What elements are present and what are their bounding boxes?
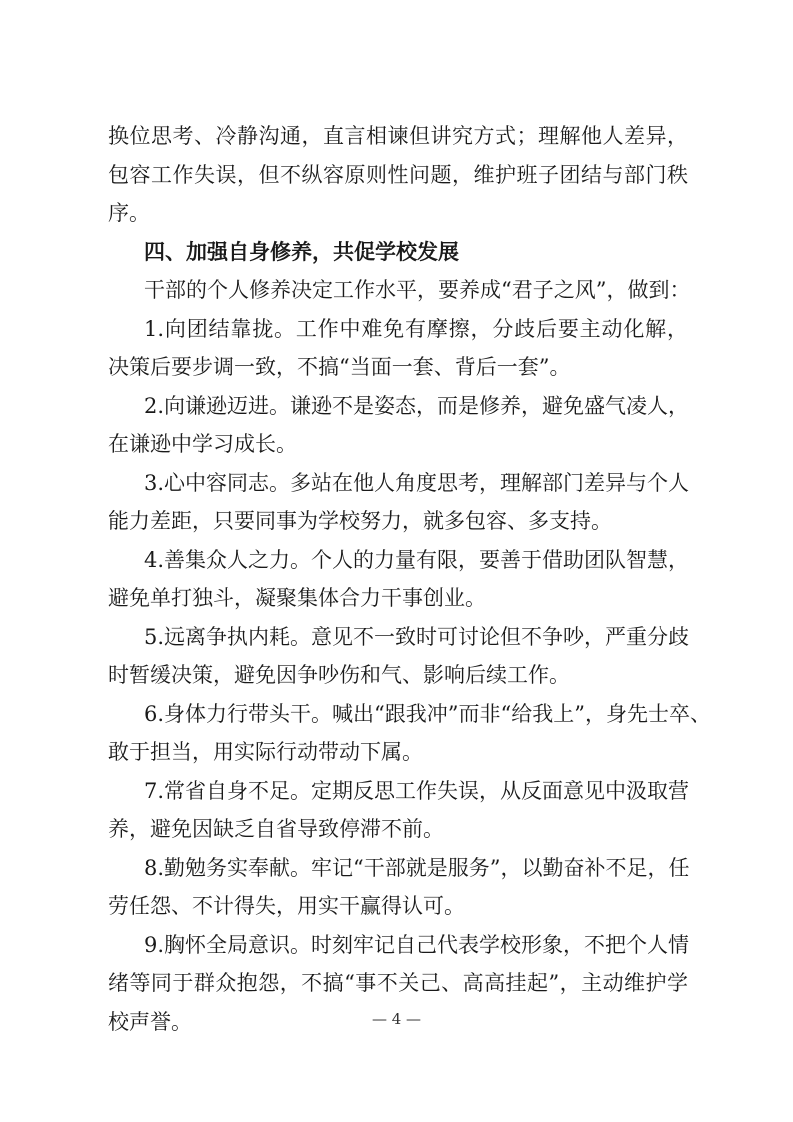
list-item-line: 养，避免因缺乏自省导致停滞不前。 xyxy=(108,817,444,841)
list-item-line: 决策后要步调一致，不搞“当面一套、背后一套”。 xyxy=(108,355,571,379)
list-item-line: 7.常省自身不足。定期反思工作失误，从反面意见中汲取营 xyxy=(144,778,690,803)
list-item-line: 时暂缓决策，避免因争吵伤和气、影响后续工作。 xyxy=(108,663,570,687)
list-item-line: 8.勤勉务实奉献。牢记“干部就是服务”，以勤奋补不足，任 xyxy=(144,855,690,880)
list-item-line: 9.胸怀全局意识。时刻牢记自己代表学校形象，不把个人情 xyxy=(144,932,690,957)
list-item-line: 1.向团结靠拢。工作中难免有摩擦，分歧后要主动化解， xyxy=(144,316,688,341)
paragraph-line: 换位思考、冷静沟通，直言相谏但讲究方式；理解他人差异， xyxy=(108,124,688,148)
list-item-line: 5.远离争执内耗。意见不一致时可讨论但不争吵，严重分歧 xyxy=(144,624,690,649)
list-item-line: 6.身体力行带头干。喊出“跟我冲”而非“给我上”，身先士卒、 xyxy=(144,701,711,726)
list-item-line: 敢于担当，用实际行动带动下属。 xyxy=(108,740,423,764)
list-item-line: 2.向谦逊迈进。谦逊不是姿态，而是修养，避免盛气凌人， xyxy=(144,393,690,418)
paragraph-line: 干部的个人修养决定工作水平，要养成“君子之风”，做到： xyxy=(144,278,691,302)
list-item-line: 绪等同于群众抱怨，不搞“事不关己、高高挂起”，主动维护学 xyxy=(108,971,688,995)
section-heading: 四、加强自身修养，共促学校发展 xyxy=(144,239,459,264)
paragraph-line: 包容工作失误，但不纵容原则性问题，维护班子团结与部门秩 xyxy=(108,162,688,187)
list-item-line: 能力差距，只要同事为学校努力，就多包容、多支持。 xyxy=(108,509,612,533)
paragraph-line: 序。 xyxy=(108,201,150,225)
list-item-line: 避免单打独斗，凝聚集体合力干事创业。 xyxy=(108,586,486,610)
list-item-line: 在谦逊中学习成长。 xyxy=(108,432,297,456)
list-item-line: 劳任怨、不计得失，用实干赢得认可。 xyxy=(108,894,465,918)
document-page xyxy=(108,117,711,1041)
list-item-line: 校声誉。 xyxy=(108,1009,192,1034)
list-item-line: 3.心中容同志。多站在他人角度思考，理解部门差异与个人 xyxy=(144,470,690,495)
list-item-line: 4.善集众人之力。个人的力量有限，要善于借助团队智慧， xyxy=(144,547,690,572)
page-number: — 4 — xyxy=(371,1010,422,1028)
